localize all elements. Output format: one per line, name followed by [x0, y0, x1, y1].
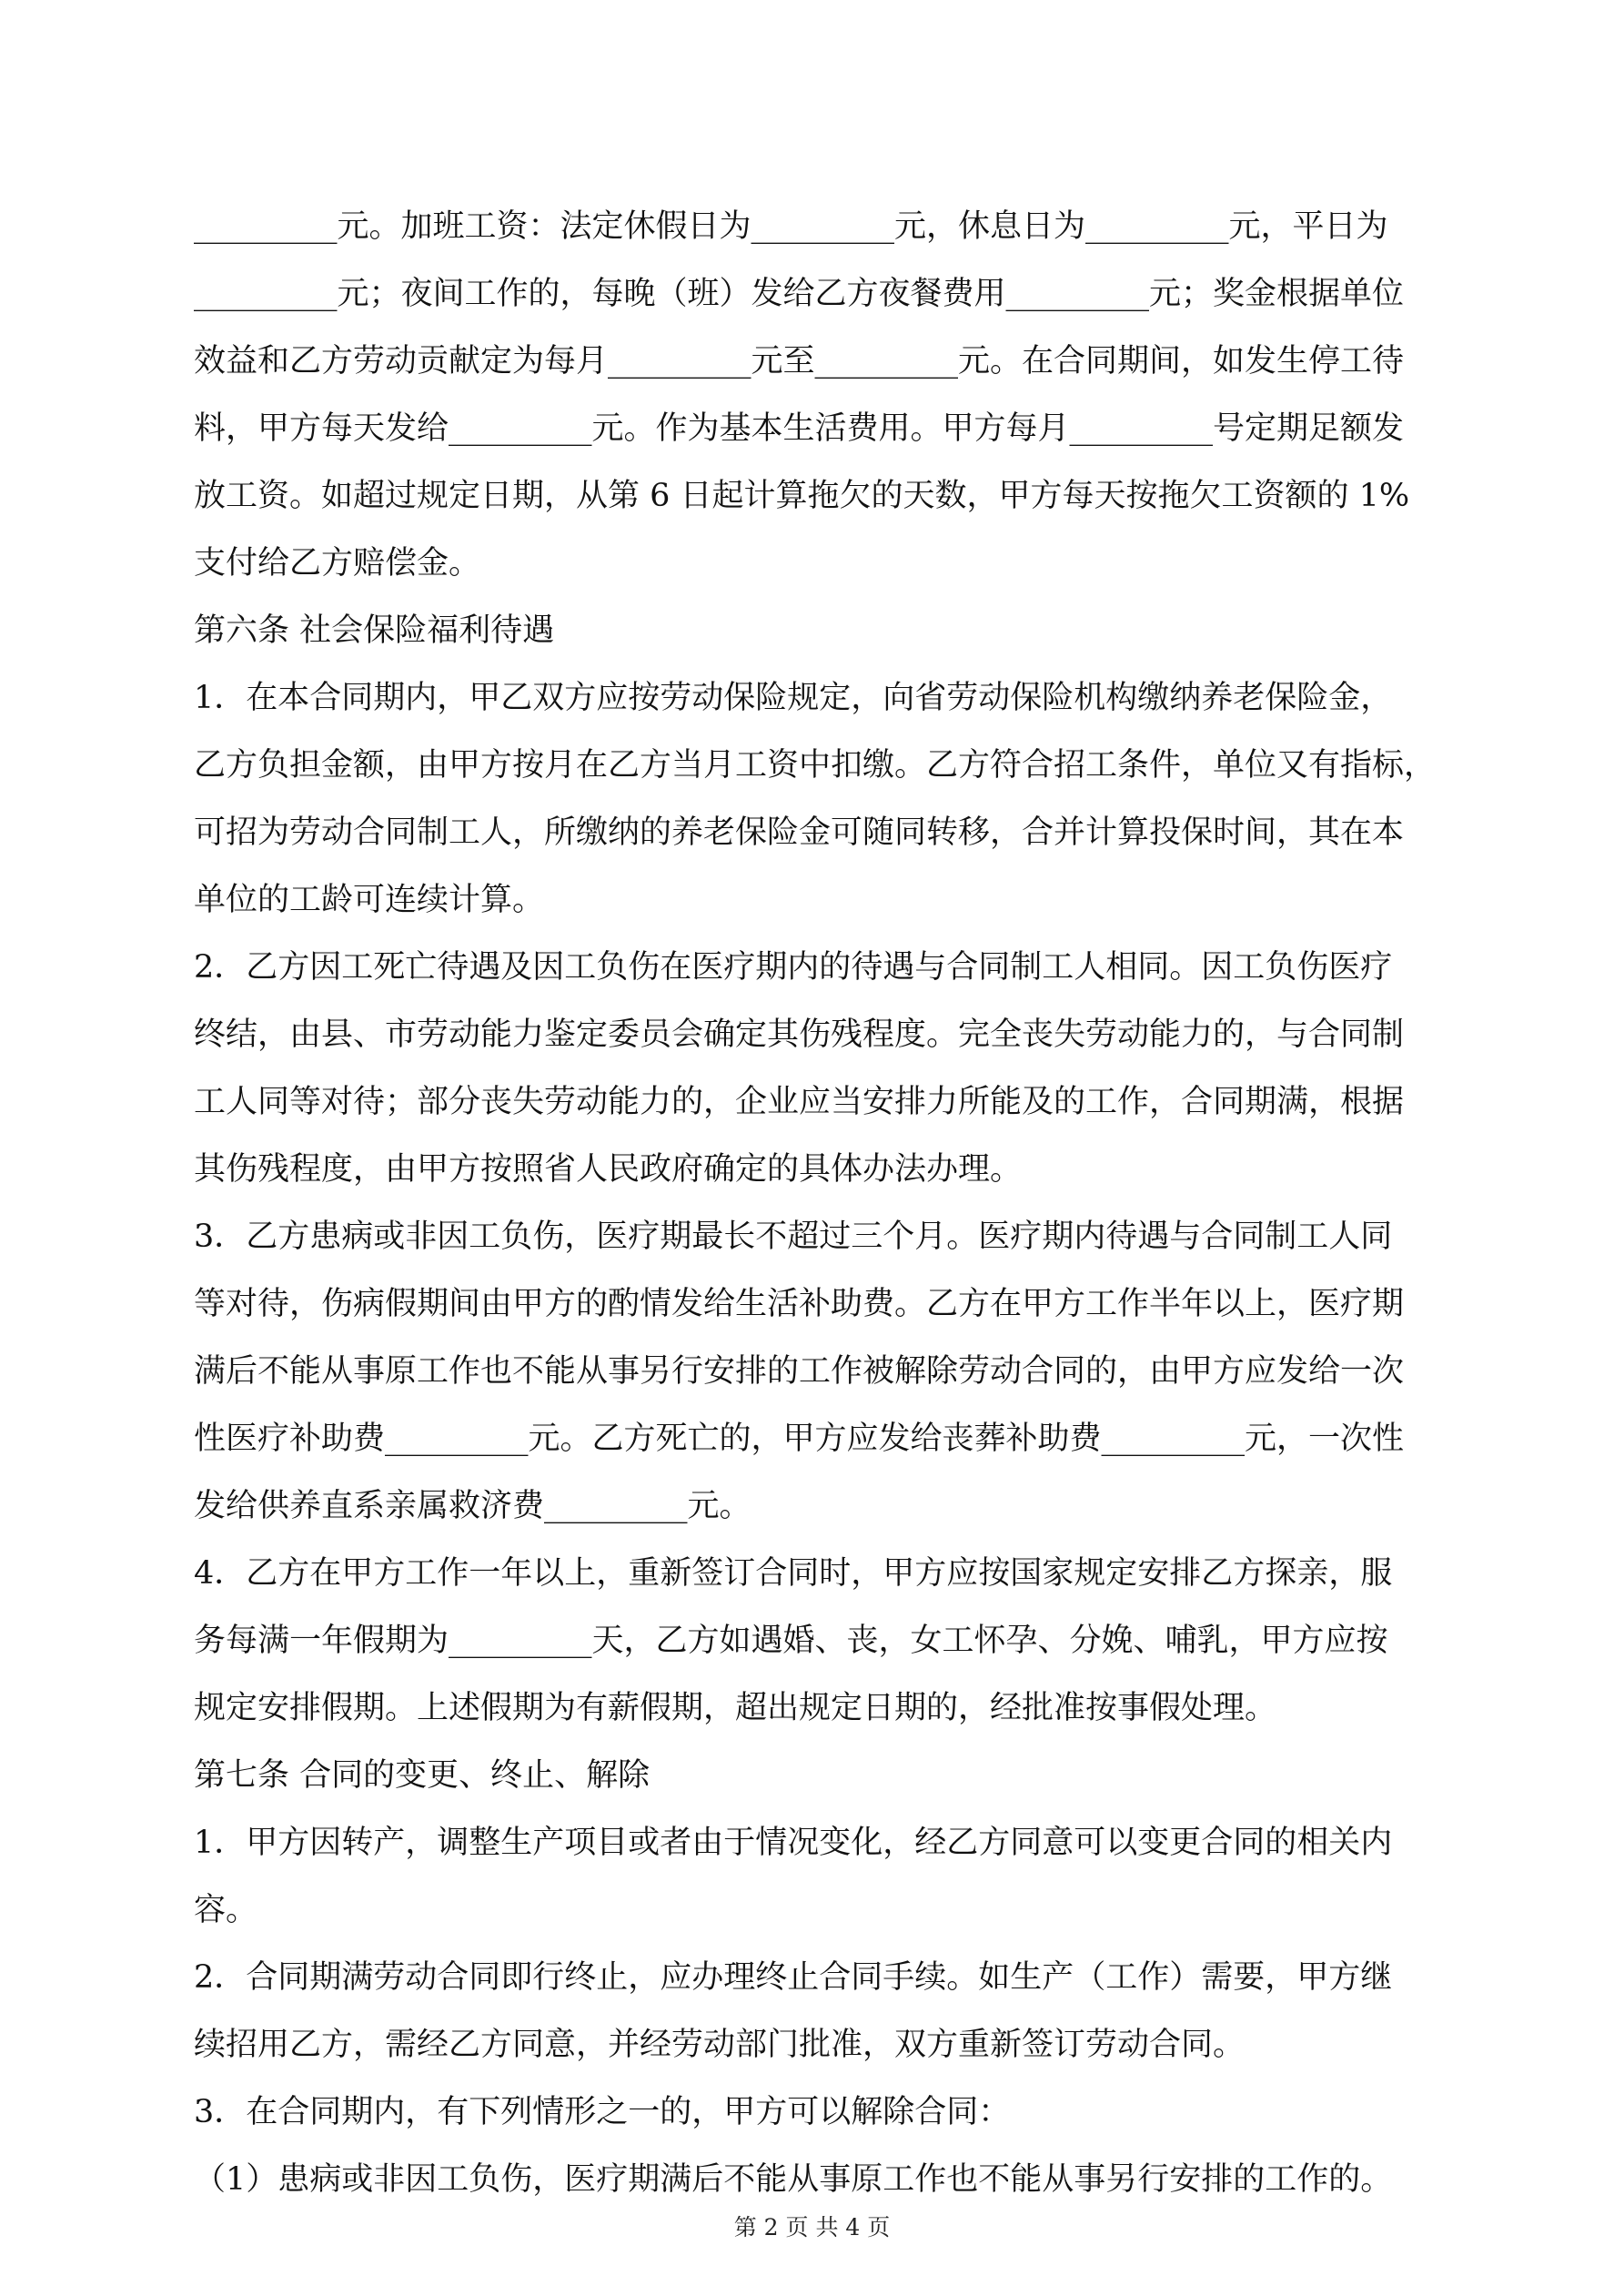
text-line: 续招用乙方，需经乙方同意，并经劳动部门批准，双方重新签订劳动合同。 — [194, 2027, 1246, 2063]
text-line: 2．合同期满劳动合同即行终止，应办理终止合同手续。如生产（工作）需要，甲方继 — [194, 1959, 1393, 1996]
text-line: 规定安排假期。上述假期为有薪假期，超出规定日期的，经批准按事假处理。 — [194, 1690, 1277, 1726]
text-line: 3．乙方患病或非因工负伤，医疗期最长不超过三个月。医疗期内待遇与合同制工人同 — [194, 1219, 1393, 1255]
text-line: 3．在合同期内，有下列情形之一的，甲方可以解除合同： — [194, 2094, 1011, 2130]
section-heading-article-6: 第六条 社会保险福利待遇 — [194, 612, 555, 649]
text-line: 单位的工龄可连续计算。 — [194, 882, 545, 918]
section-heading-article-7: 第七条 合同的变更、终止、解除 — [194, 1757, 651, 1794]
text-line: _________元。加班工资：法定休假日为_________元，休息日为_________元，平日为 — [194, 208, 1388, 245]
text-line: 性医疗补助费_________元。乙方死亡的，甲方应发给丧葬补助费_________元，一次性 — [194, 1421, 1405, 1457]
text-line: 料，甲方每天发给_________元。作为基本生活费用。甲方每月_________号定期足额发 — [194, 410, 1405, 447]
text-line: 乙方负担金额，由甲方按月在乙方当月工资中扣缴。乙方符合招工条件，单位又有指标， — [194, 747, 1437, 784]
text-line: 满后不能从事原工作也不能从事另行安排的工作被解除劳动合同的，由甲方应发给一次 — [194, 1353, 1405, 1390]
text-line: 发给供养直系亲属救济费_________元。 — [194, 1488, 751, 1524]
page-number-footer: 第 2 页 共 4 页 — [733, 2214, 891, 2240]
text-line: 工人同等对待；部分丧失劳动能力的，企业应当安排力所能及的工作，合同期满，根据 — [194, 1084, 1405, 1120]
text-line: 放工资。如超过规定日期，从第 6 日起计算拖欠的天数，甲方每天按拖欠工资额的 1% — [194, 478, 1410, 514]
document-body — [194, 193, 1440, 2213]
text-line: 等对待，伤病假期间由甲方的酌情发给生活补助费。乙方在甲方工作半年以上，医疗期 — [194, 1286, 1405, 1322]
text-line: 4．乙方在甲方工作一年以上，重新签订合同时，甲方应按国家规定安排乙方探亲，服 — [194, 1555, 1393, 1592]
text-line: 其伤残程度，由甲方按照省人民政府确定的具体办法办理。 — [194, 1151, 1023, 1188]
text-line: 终结，由县、市劳动能力鉴定委员会确定其伤残程度。完全丧失劳动能力的，与合同制 — [194, 1017, 1405, 1053]
text-line: _________元；夜间工作的，每晚（班）发给乙方夜餐费用_________元；奖金根据单位 — [194, 276, 1405, 312]
text-line: 1．甲方因转产，调整生产项目或者由于情况变化，经乙方同意可以变更合同的相关内 — [194, 1825, 1393, 1861]
text-line: 效益和乙方劳动贡献定为每月_________元至_________元。在合同期间，如发生停工待 — [194, 343, 1405, 379]
text-line: 容。 — [194, 1892, 258, 1928]
text-line: 可招为劳动合同制工人，所缴纳的养老保险金可随同转移，合并计算投保时间，其在本 — [194, 814, 1405, 851]
text-line: （1）患病或非因工负伤，医疗期满后不能从事原工作也不能从事另行安排的工作的。 — [194, 2161, 1393, 2198]
text-line: 务每满一年假期为_________天，乙方如遇婚、丧，女工怀孕、分娩、哺乳，甲方应按 — [194, 1623, 1388, 1659]
text-line: 2．乙方因工死亡待遇及因工负伤在医疗期内的待遇与合同制工人相同。因工负伤医疗 — [194, 949, 1393, 986]
text-line: 支付给乙方赔偿金。 — [194, 545, 481, 582]
text-line: 1．在本合同期内，甲乙双方应按劳动保险规定，向省劳动保险机构缴纳养老保险金， — [194, 680, 1393, 716]
